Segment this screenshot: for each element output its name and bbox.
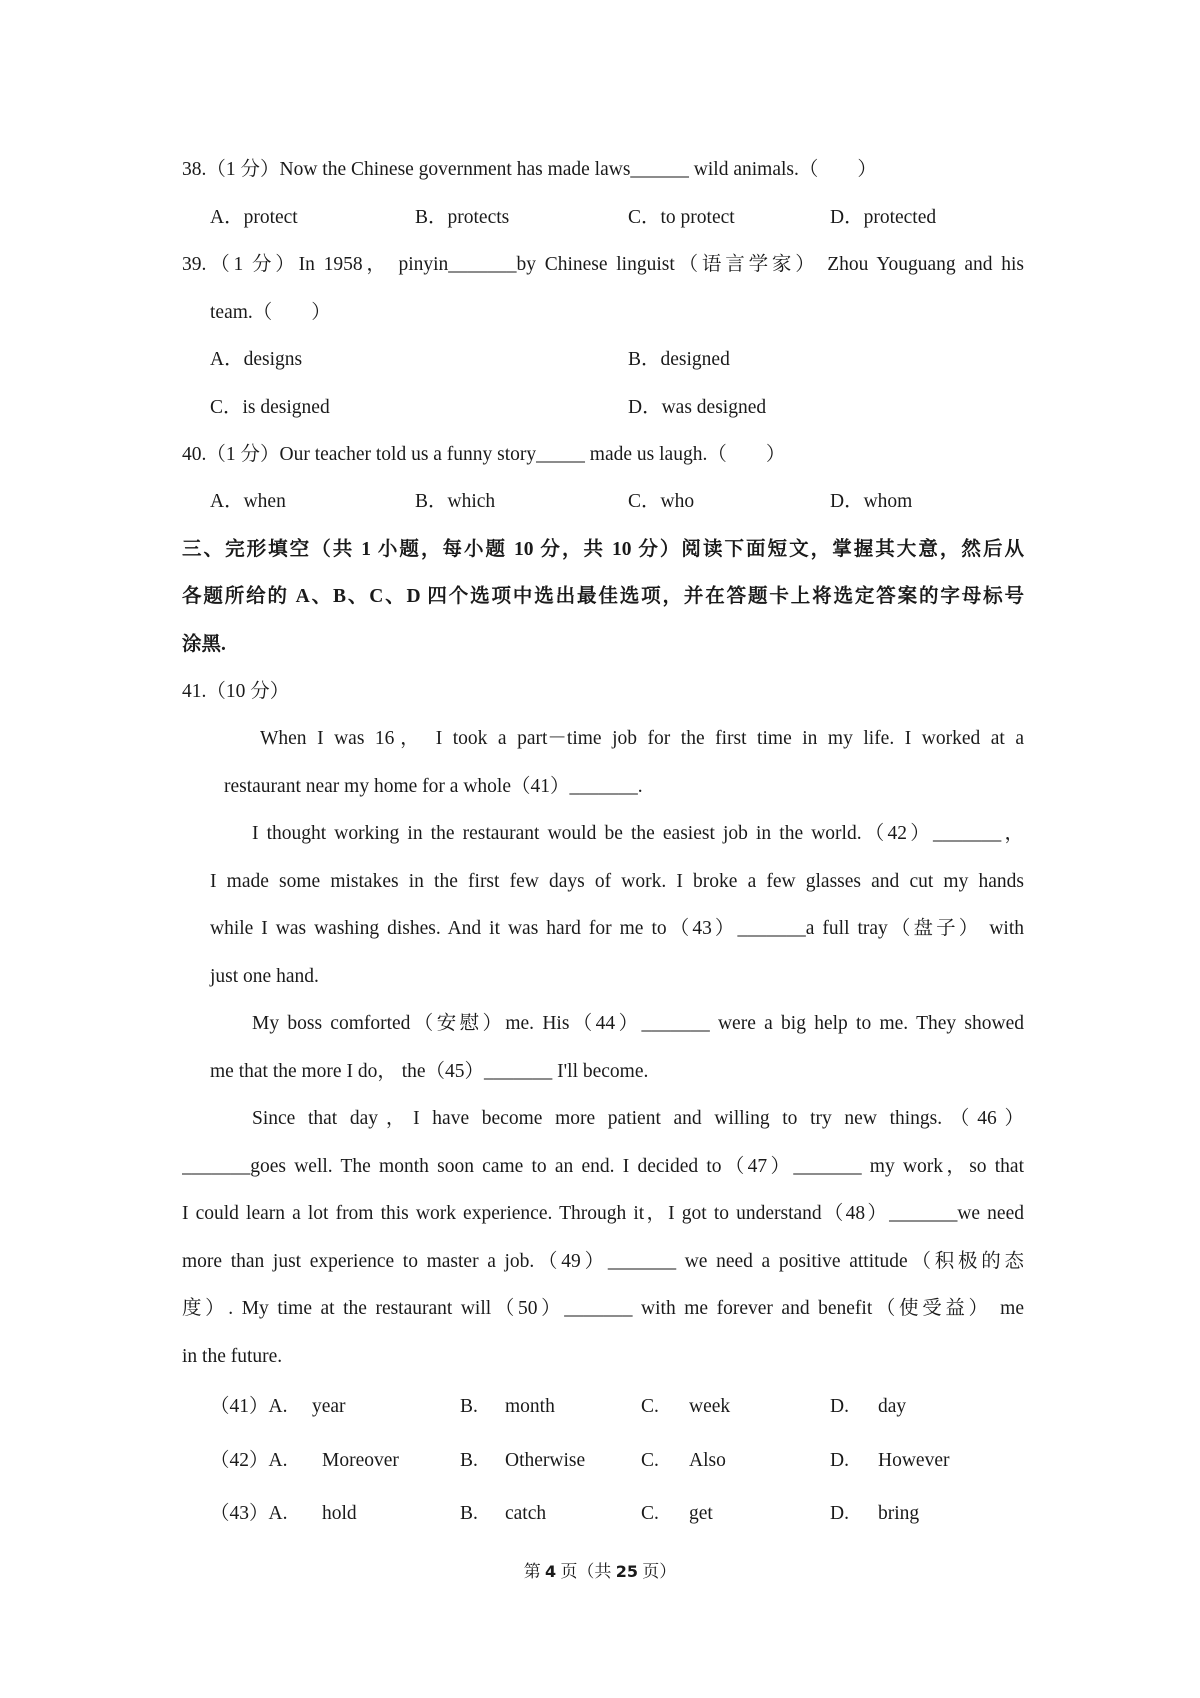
q40-option-c: C．who [628, 491, 695, 512]
q39-stem: 39.（1 分）In 1958， pinyin_______by Chinese linguist（语言学家） Zhou Youguang and his [182, 254, 1024, 275]
q39-option-c: C．is designed [210, 397, 330, 418]
passage-line: I could learn a lot from this work experience. Through it，I got to understand（48）_______we need [182, 1203, 1024, 1224]
passage-line: restaurant near my home for a whole（41）_______. [224, 776, 643, 797]
q40-option-b: B．which [415, 491, 496, 512]
option-d: However [878, 1450, 950, 1471]
page-footer [0, 1561, 1200, 1583]
passage-line: _______goes well. The month soon came to an end. I decided to（47）_______ my work，so that [182, 1156, 1024, 1177]
option-a: year [312, 1396, 346, 1417]
passage-line: more than just experience to master a job.（49）_______ we need a positive attitude（积极的态 [182, 1251, 1024, 1272]
footer-suffix: 页） [642, 1562, 677, 1581]
option-number: （43）A. [210, 1503, 288, 1524]
option-b: Otherwise [505, 1450, 586, 1471]
option-d-label: D. [830, 1396, 849, 1417]
q38-option-b: B．protects [415, 207, 510, 228]
option-number: （42）A. [210, 1450, 288, 1471]
option-a: Moreover [322, 1450, 399, 1471]
option-b-label: B. [460, 1396, 478, 1417]
passage-line: I made some mistakes in the first few days of work. I broke a few glasses and cut my hands [210, 871, 1024, 892]
option-c-label: C. [641, 1450, 659, 1471]
q39-stem-continued: team.（ ） [210, 302, 331, 323]
q38-option-d: D．protected [830, 207, 937, 228]
option-c: week [689, 1396, 731, 1417]
option-b-label: B. [460, 1503, 478, 1524]
passage-line: me that the more I do， the（45）_______ I'll become. [210, 1061, 649, 1082]
passage-line: My boss comforted（安慰）me. His（44）_______ were a big help to me. They showed [252, 1013, 1024, 1034]
page-total: 25 [615, 1562, 638, 1581]
q38-stem: 38.（1 分）Now the Chinese government has made laws______ wild animals.（ ） [182, 159, 877, 180]
option-c: get [689, 1503, 713, 1524]
page-number: 4 [545, 1562, 557, 1581]
option-a: hold [322, 1503, 357, 1524]
option-d-label: D. [830, 1450, 849, 1471]
passage-line: I thought working in the restaurant would be the easiest job in the world.（42）_______， [252, 823, 1024, 844]
passage-line: in the future. [182, 1346, 283, 1367]
q39-option-a: A．designs [210, 349, 303, 370]
q39-option-b: B．designed [628, 349, 730, 370]
option-d: day [878, 1396, 907, 1417]
q40-option-d: D．whom [830, 491, 913, 512]
option-c-label: C. [641, 1503, 659, 1524]
option-c-label: C. [641, 1396, 659, 1417]
option-c: Also [689, 1450, 726, 1471]
passage-line: When I was 16， I took a part－time job for the first time in my life. I worked at a [260, 728, 1024, 749]
passage-line: 度）. My time at the restaurant will（50）_______ with me forever and benefit（使受益） me [182, 1298, 1024, 1319]
q39-option-d: D．was designed [628, 397, 767, 418]
q38-option-c: C．to protect [628, 207, 735, 228]
section-3-heading: 三、完形填空（共 1 小题，每小题 10 分，共 10 分）阅读下面短文，掌握其大意，然后从 [182, 539, 1024, 560]
option-d-label: D. [830, 1503, 849, 1524]
passage-line: while I was washing dishes. And it was hard for me to（43）_______a full tray（盘子） with [210, 918, 1024, 939]
q40-option-a: A．when [210, 491, 286, 512]
option-b: month [505, 1396, 555, 1417]
option-b-label: B. [460, 1450, 478, 1471]
passage-line: just one hand. [210, 966, 319, 987]
option-number: （41）A. [210, 1396, 288, 1417]
option-b: catch [505, 1503, 547, 1524]
section-3-heading-line3: 涂黑. [182, 634, 226, 655]
footer-prefix: 第 [523, 1562, 541, 1581]
section-3-heading-line2: 各题所给的 A、B、C、D 四个选项中选出最佳选项，并在答题卡上将选定答案的字母标号 [182, 586, 1024, 607]
footer-middle: 页（共 [560, 1562, 612, 1581]
q41-head: 41.（10 分） [182, 681, 290, 702]
q40-stem: 40.（1 分）Our teacher told us a funny story_____ made us laugh.（ ） [182, 444, 786, 465]
passage-line: Since that day，I have become more patient and willing to try new things.（46） [252, 1108, 1024, 1129]
option-d: bring [878, 1503, 920, 1524]
q38-option-a: A．protect [210, 207, 298, 228]
